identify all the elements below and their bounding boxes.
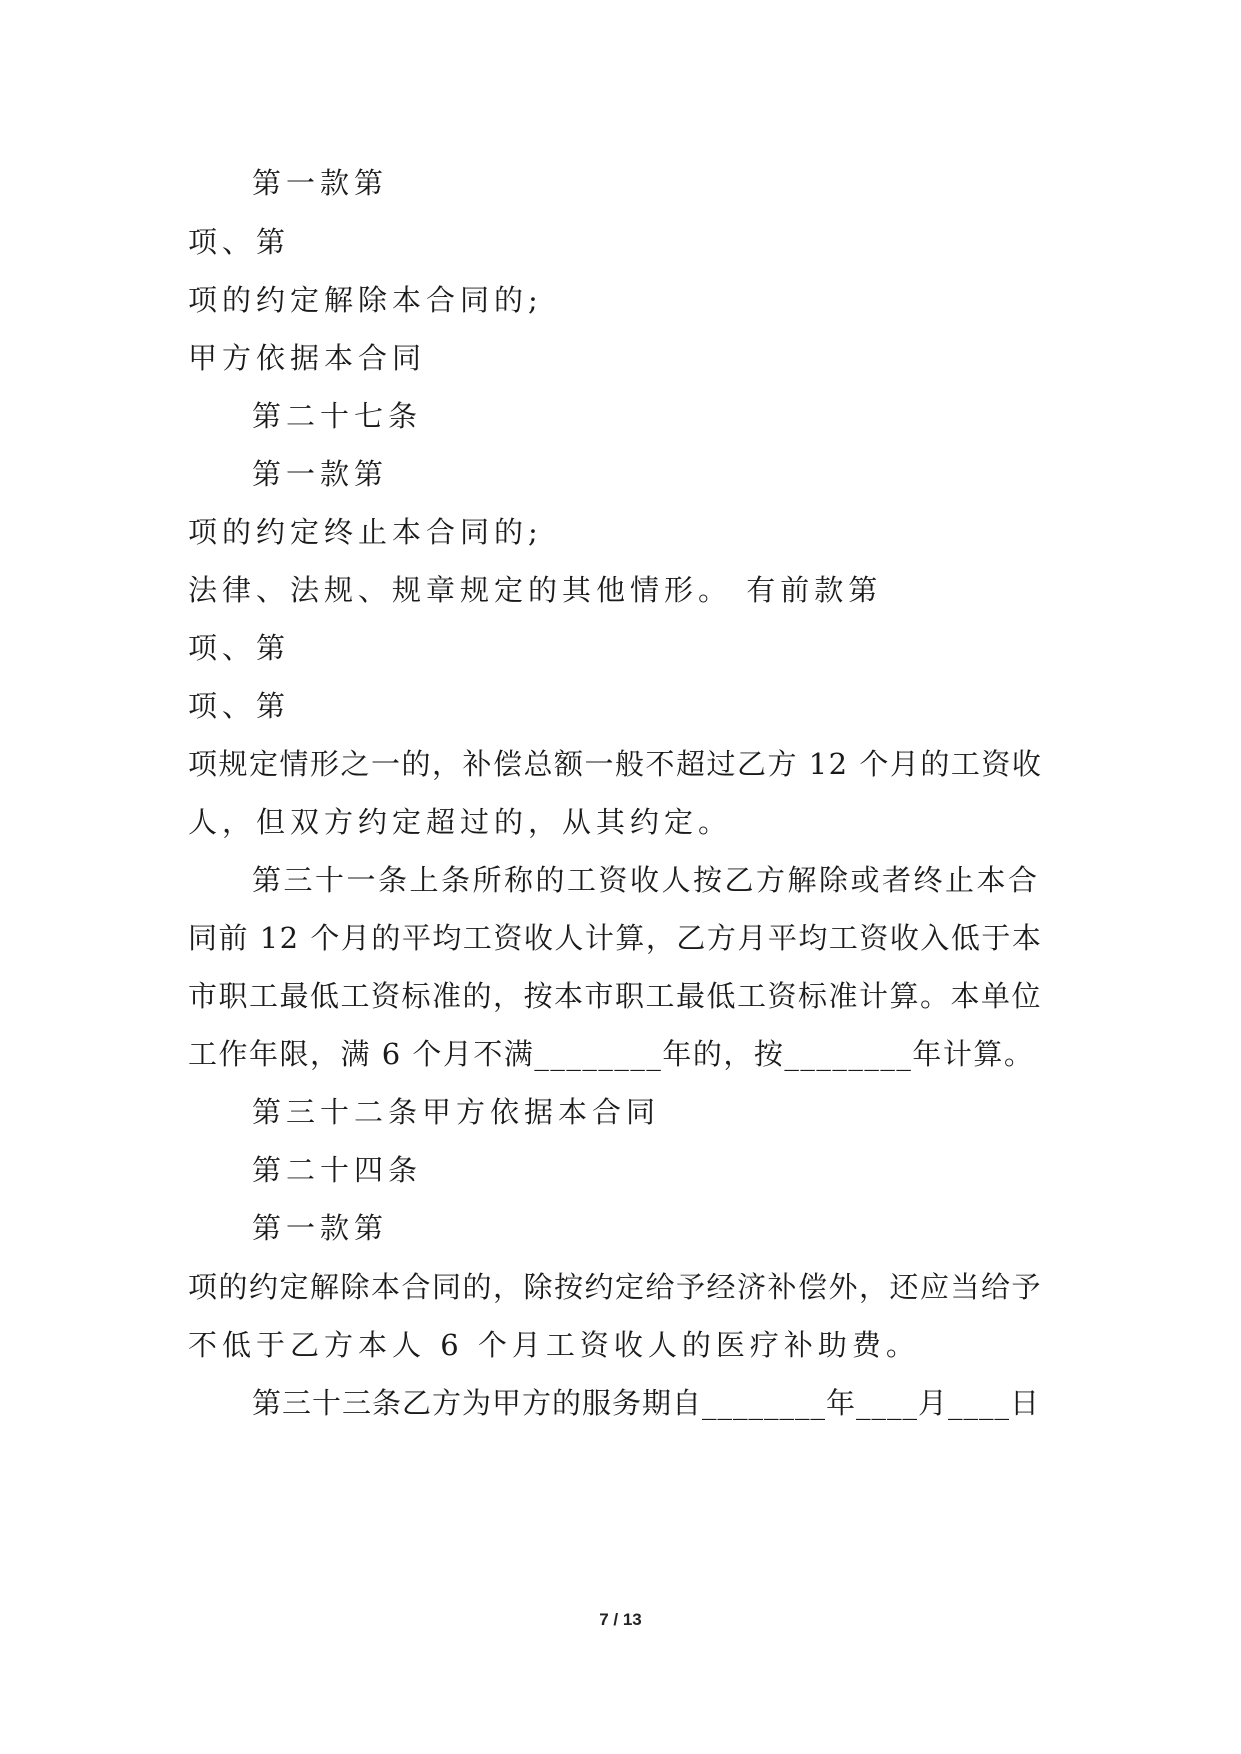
text-line: 市职工最低工资标准的，按本市职工最低工资标准计算。本单位 (188, 979, 1043, 1013)
text-line: 不低于乙方本人 6 个月工资收人的医疗补助费。 (188, 1328, 920, 1362)
text-line: 人，但双方约定超过的，从其约定。 (188, 805, 733, 839)
text-line: 甲方依据本合同 (188, 341, 427, 375)
text-line: 项、第 (188, 225, 291, 259)
text-line: 项的约定终止本合同的; (188, 515, 543, 549)
text-line: 第二十七条 (252, 399, 423, 433)
text-line: 项、第 (188, 689, 291, 723)
page-number: 7 / 13 (599, 1610, 642, 1629)
text-line: 第一款第 (252, 166, 389, 200)
text-line: 第一款第 (252, 457, 389, 491)
text-line: 第三十三条乙方为甲方的服务期自________年____月____日 (252, 1386, 1041, 1420)
text-line: 第一款第 (252, 1211, 389, 1245)
text-line: 第三十一条上条所称的工资收人按乙方解除或者终止本合 (252, 863, 1040, 897)
text-line: 项规定情形之一的，补偿总额一般不超过乙方 12 个月的工资收 (188, 747, 1043, 781)
text-line: 第二十四条 (252, 1153, 423, 1187)
text-line: 法律、法规、规章规定的其他情形。 有前款第 (188, 573, 883, 607)
text-line: 项、第 (188, 631, 291, 665)
text-line: 同前 12 个月的平均工资收人计算，乙方月平均工资收入低于本 (188, 921, 1043, 955)
text-line: 项的约定解除本合同的; (188, 283, 543, 317)
text-line: 工作年限，满 6 个月不满________年的，按________年计算。 (188, 1037, 1035, 1071)
text-line: 第三十二条甲方依据本合同 (252, 1095, 661, 1129)
text-line: 项的约定解除本合同的，除按约定给予经济补偿外，还应当给予 (188, 1270, 1043, 1304)
